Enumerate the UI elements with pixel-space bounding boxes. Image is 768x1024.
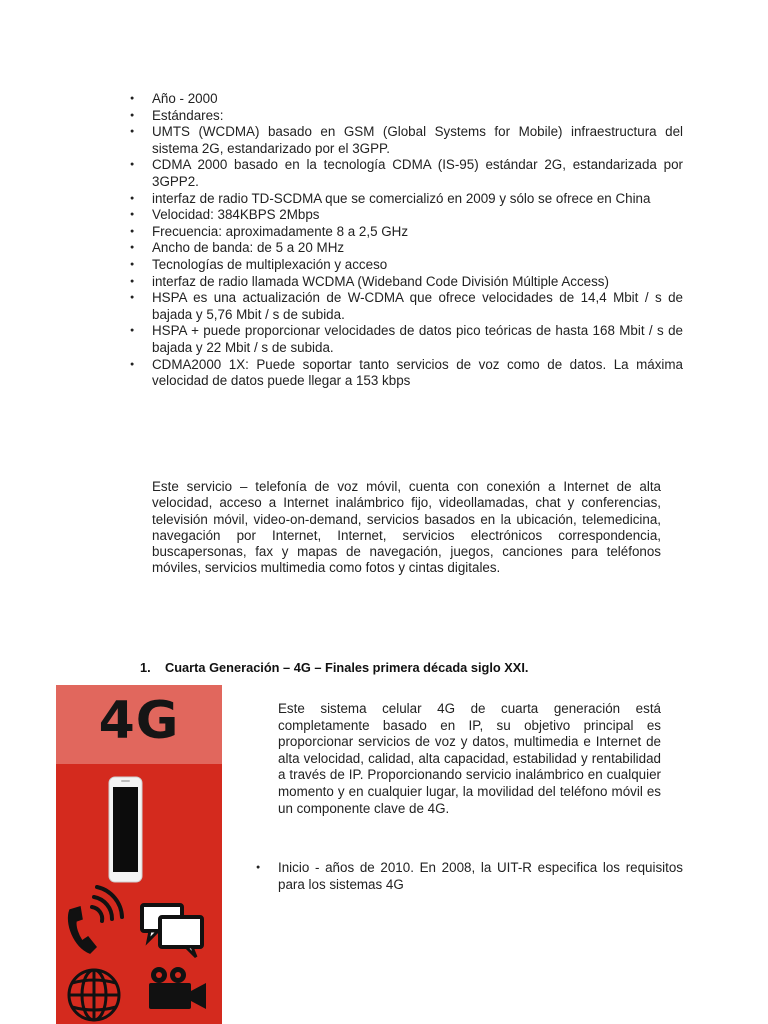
4g-description: Este sistema celular 4G de cuarta generación está completamente basado en IP, su objetivo principal es proporcionar servicios de voz y datos, multimedia e Internet de alta velocidad, calidad, alta capacidad, estabilidad y rentabilidad a través de IP. Proporcionando servicio inalámbrico en cualquier momento y en cualquier lugar, la movilidad del teléfono móvil es un componente clave de 4G. bbox=[278, 701, 661, 816]
banner-label: 4G bbox=[98, 691, 180, 751]
list-item: ● Ancho de banda: de 5 a 20 MHz bbox=[152, 240, 683, 257]
list-item: ● Tecnologías de multiplexación y acceso bbox=[152, 257, 683, 274]
section-number: 1. bbox=[140, 660, 151, 675]
phone-call-icon bbox=[69, 887, 122, 953]
list-item: ● Velocidad: 384KBPS 2Mbps bbox=[152, 207, 683, 224]
list-item: ● HSPA + puede proporcionar velocidades de datos pico teóricas de hasta 168 Mbit / s de bajada y 22 Mbit / s de subida. bbox=[152, 323, 683, 356]
list-item: ● CDMA2000 1X: Puede soportar tanto servicios de voz como de datos. La máxima velocidad de datos puede llegar a 153 kbps bbox=[152, 357, 683, 390]
list-item: ● interfaz de radio TD-SCDMA que se comercializó en 2009 y sólo se ofrece en China bbox=[152, 191, 683, 208]
list-item: ● Frecuencia: aproximadamente 8 a 2,5 GHz bbox=[152, 224, 683, 241]
globe-icon bbox=[69, 970, 119, 1020]
list-item: ● UMTS (WCDMA) basado en GSM (Global Systems for Mobile) infraestructura del sistema 2G, estandarizado por el 3GPP. bbox=[152, 124, 683, 157]
banner-icons bbox=[56, 685, 222, 1024]
video-camera-icon bbox=[149, 967, 206, 1009]
list-item: ● Año - 2000 bbox=[152, 91, 683, 108]
smartphone-icon bbox=[109, 777, 142, 882]
list-item: ● Estándares: bbox=[152, 108, 683, 125]
section-heading bbox=[140, 659, 700, 676]
list-item: ● interfaz de radio llamada WCDMA (Wideband Code División Múltiple Access) bbox=[152, 274, 683, 291]
list-item: ● CDMA 2000 basado en la tecnología CDMA (IS-95) estándar 2G, estandarizada por 3GPP2. bbox=[152, 157, 683, 190]
section-title: Cuarta Generación – 4G – Finales primera década siglo XXI. bbox=[165, 660, 529, 675]
features-list bbox=[130, 91, 683, 390]
services-paragraph: Este servicio – telefonía de voz móvil, cuenta con conexión a Internet de alta velocidad, acceso a Internet inalámbrico fijo, videollamadas, chat y conferencias, televisión móvil, video-on-demand, servicios basados en la ubicación, telemedicina, navegación por Internet, Internet, servicios electrónicos correspondencia, buscapersonas, fax y mapas de navegación, juegos, canciones para teléfonos móviles, servicios multimedia como fotos y cintas digitales. bbox=[152, 479, 661, 576]
4g-banner-image bbox=[56, 685, 222, 1024]
chat-bubbles-icon bbox=[142, 905, 202, 957]
list-item: ● HSPA es una actualización de W-CDMA que ofrece velocidades de 14,4 Mbit / s de bajada y 5,76 Mbit / s de subida. bbox=[152, 290, 683, 323]
start-list bbox=[256, 860, 683, 893]
list-item: ● Inicio - años de 2010. En 2008, la UIT-R especifica los requisitos para los sistemas 4G bbox=[278, 860, 683, 893]
